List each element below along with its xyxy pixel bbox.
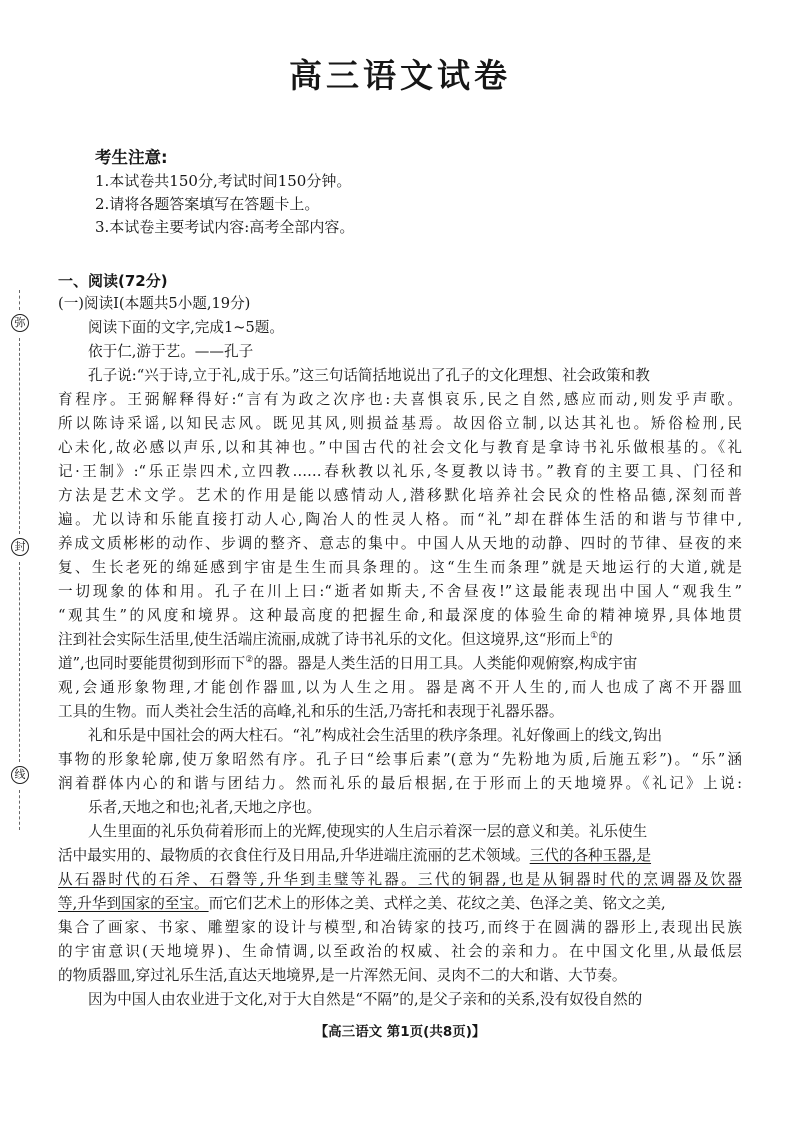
page-footer: 【高三语文 第1页(共8页)】 <box>314 1024 486 1040</box>
paragraph-line: 孔子说:“兴于诗,立于礼,成于乐。”这三句话简括地说出了孔子的文化理想、社会政策和教 <box>88 367 650 384</box>
binding-mark-xian: 线 <box>11 766 29 784</box>
footnote-mark-2: ② <box>245 655 254 665</box>
binding-mark-mi: 弥 <box>11 314 29 332</box>
paragraph-line: 礼和乐是中国社会的两大柱石。“礼”构成社会生活里的秩序条理。礼好像画上的线文,钩出 <box>88 727 663 744</box>
text-run: 活中最实用的、最物质的衣食住行及日用品,升华进端庄流丽的艺术领域。 <box>58 847 530 864</box>
text-run: 的器。器是人类生活的日用工具。人类能仰观俯察,构成宇宙 <box>253 655 638 672</box>
underlined-line: 从石器时代的石斧、石磬等,升华到圭璧等礼器。三代的铜器,也是从铜器时代的烹调器及饮器 <box>58 871 742 888</box>
instruction: 阅读下面的文字,完成1~5题。 <box>88 319 284 336</box>
underlined-text: 三代的各种玉器,是 <box>529 847 652 864</box>
paragraph-line: 润着群体内心的和谐与团结力。然而礼乐的最后根据,在于形而上的天地境界。《礼记》上说: <box>58 775 742 792</box>
notice-item: 3.本试卷主要考试内容:高考全部内容。 <box>95 218 355 236</box>
binding-mark-feng: 封 <box>11 538 29 556</box>
binding-dash <box>19 338 20 534</box>
quote-line: 乐者,天地之和也;礼者,天地之序也。 <box>88 799 322 816</box>
paragraph-line: 观,会通形象物理,才能创作器皿,以为人生之用。器是离不开人生的,而人也成了离不开器皿 <box>58 679 742 696</box>
paragraph-line: 遍。尤以诗和乐能直接打动人心,陶冶人的性灵人格。而“礼”却在群体生活的和谐与节律中, <box>58 511 742 528</box>
text-run: 的 <box>598 631 613 648</box>
notice-item: 1.本试卷共150分,考试时间150分钟。 <box>95 172 352 190</box>
paragraph-line: 工具的生物。而人类社会生活的高峰,礼和乐的生活,乃寄托和表现于礼器乐器。 <box>58 703 564 720</box>
article-title: 依于仁,游于艺。——孔子 <box>88 343 254 360</box>
paragraph-line: 养成文质彬彬的动作、步调的整齐、意志的集中。中国人从天地的动静、四时的节律、昼夜的来 <box>58 535 742 552</box>
paragraph-line <box>58 652 637 673</box>
notice-item: 2.请将各题答案填写在答题卡上。 <box>95 195 320 213</box>
sub-section-heading: (一)阅读Ⅰ(本题共5小题,19分) <box>58 295 251 312</box>
paragraph-line: 所以陈诗采谣,以知民志风。既见其风,则损益基焉。故因俗立制,以达其礼也。矫俗检刑,民 <box>58 415 742 432</box>
footnote-mark-1: ① <box>590 631 599 641</box>
exam-title: 高三语文试卷 <box>289 56 511 95</box>
text-run: 而它们艺术上的形体之美、式样之美、花纹之美、色泽之美、铭文之美, <box>208 895 666 912</box>
paragraph-line <box>58 628 613 649</box>
binding-dash <box>19 790 20 830</box>
binding-dash <box>19 562 20 762</box>
paragraph-line: 人生里面的礼乐负荷着形而上的光辉,使现实的人生启示着深一层的意义和美。礼乐使生 <box>88 823 648 840</box>
paragraph-line: 的宇宙意识(天地境界)、生命情调,以至政治的权威、社会的亲和力。在中国文化里,从最低层 <box>58 943 742 960</box>
paragraph-line <box>58 892 666 913</box>
paragraph-line: 心未化,故必感以声乐,以和其神也。”中国古代的社会文化与教育是拿诗书礼乐做根基的。《礼 <box>58 439 742 456</box>
binding-dash <box>19 290 20 310</box>
text-run: 注到社会实际生活里,使生活端庄流丽,成就了诗书礼乐的文化。但这境界,这“形而上 <box>58 631 591 648</box>
paragraph-line: 集合了画家、书家、雕塑家的设计与模型,和冶铸家的技巧,而终于在圆满的器形上,表现出民族 <box>58 919 742 936</box>
paragraph-line <box>58 844 651 865</box>
paragraph-line: 事物的形象轮廓,使万象昭然有序。孔子曰“绘事后素”(意为“先粉地为质,后施五彩”)。“乐”涵 <box>58 751 742 768</box>
paragraph-line: 的物质器皿,穿过礼乐生活,直达天地境界,是一片浑然无间、灵肉不二的大和谐、大节奏。 <box>58 967 627 984</box>
paragraph-line: 育程序。王弼解释得好:“言有为政之次序也:夫喜惧哀乐,民之自然,感应而动,则发乎声歌。 <box>58 391 742 408</box>
section-heading: 一、阅读(72分) <box>58 272 168 290</box>
paragraph-line: 记·王制》:“乐正崇四术,立四教……春秋教以礼乐,冬夏教以诗书。”教育的主要工具、门径和 <box>58 463 742 480</box>
text-run: 道”,也同时要能贯彻到形而下 <box>58 655 246 672</box>
paragraph-line: 因为中国人由农业进于文化,对于大自然是“不隔”的,是父子亲和的关系,没有奴役自然的 <box>88 991 643 1008</box>
paragraph-line: 一切现象的体和用。孔子在川上曰:“逝者如斯夫,不舍昼夜!”这最能表现出中国人“观我生” <box>58 583 742 600</box>
underlined-text: 等,升华到国家的至宝。 <box>58 895 209 912</box>
paragraph-line: “观其生”的风度和境界。这种最高度的把握生命,和最深度的体验生命的精神境界,具体地贯 <box>58 607 742 624</box>
notice-heading: 考生注意: <box>95 148 168 167</box>
paragraph-line: 方法是艺术文学。艺术的作用是能以感情动人,潜移默化培养社会民众的性格品德,深刻而普 <box>58 487 742 504</box>
paragraph-line: 复、生长老死的绵延感到宇宙是生生而具条理的。这“生生而条理”就是天地运行的大道,就是 <box>58 559 742 576</box>
